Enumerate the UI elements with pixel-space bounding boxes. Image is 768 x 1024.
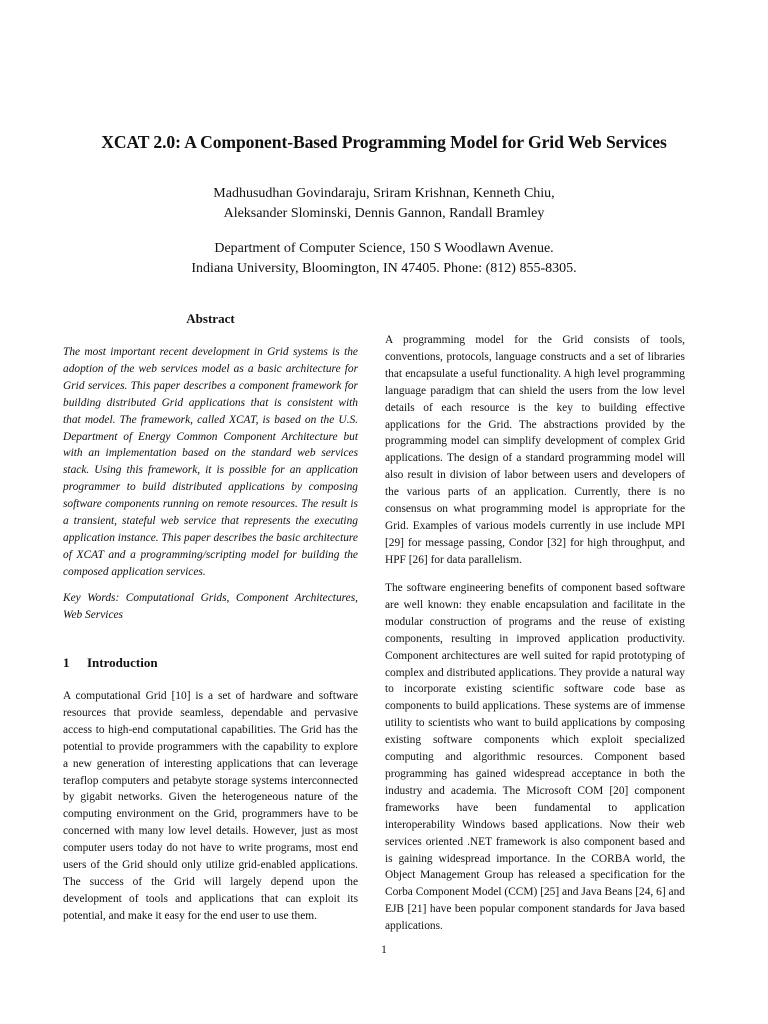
right-column-paragraph-2 — [385, 580, 685, 935]
right-column-paragraph-1 — [385, 332, 685, 569]
abstract-paragraph: The most important recent development in Grid systems is the adoption of the web services model as a basic architecture for Grid services. This paper describes a component framework for building distributed Grid applications that is consistent with that model. The framework, called XCAT, is based on the U.S. Department of Energy Common Component Architecture but with an implementation based on the standard web services stack. Using this framework, it is possible for an application programmer to build distributed applications by composing software components running on remote resources. The result is a transient, stateful web service that represents the executing application instance. This paper describes the basic architecture of XCAT and a programming/scripting model for building the composed application services. — [63, 346, 358, 578]
section-title: Introduction — [87, 655, 158, 670]
page-number: 1 — [381, 944, 387, 956]
keywords-paragraph: Key Words: Computational Grids, Component Architectures, Web Services — [63, 592, 358, 621]
introduction-left-column — [63, 688, 358, 925]
author-list — [0, 184, 768, 224]
keywords — [63, 590, 358, 624]
body-paragraph: A computational Grid [10] is a set of hardware and software resources that provide seamless, dependable and pervasive access to high-end computational capabilities. The Grid has the potential to provide programmers with the capability to explore a new generation of interesting applications that can leverage teraflop computers and petabyte storage systems interconnected by gigabit networks. Given the heterogeneous nature of the computing environment on the Grid, programmers have to be concerned with many low level details. However, just as most computer users today do not have to write programs, most end users of the Grid should only utilize grid-enabled applications. The success of the Grid will largely depend upon the development of tools and applications that can exploit its potential, and make it easy for the end user to use them. — [63, 690, 358, 922]
paper-title: XCAT 2.0: A Component-Based Programming Model for Grid Web Services — [101, 132, 667, 152]
body-paragraph: The software engineering benefits of component based software are well known: they enable encapsulation and facilitate in the modular construction of programs and the reuse of existing components, resulting in improved application productivity. Component architectures are well suited for rapid prototyping of complex and distributed applications. They provide a natural way to incorporate existing scientific software code base as components to build applications. These systems are of immense utility to scientists who want to build applications by composing existing software components which exploit specialized computing and algorithmic resources. Component based programming has gained widespread acceptance in both the industry and academia. The Microsoft COM [20] component frameworks have been fundamental to application interoperability Windows based applications. Now their web services oriented .NET framework is also component based and is gaining widespread importance. In the CORBA world, the Object Management Group has released a specification for the Corba Component Model (CCM) [25] and Java Beans [24, 6] and EJB [21] have been popular component standards for Java based applications. — [385, 582, 685, 933]
affiliation-line: Indiana University, Bloomington, IN 47405. Phone: (812) 855-8305. — [191, 261, 577, 276]
affiliation — [0, 239, 768, 279]
section-number: 1 — [63, 655, 70, 670]
author-line: Aleksander Slominski, Dennis Gannon, Randall Bramley — [223, 206, 545, 221]
author-line: Madhusudhan Govindaraju, Sriram Krishnan, Kenneth Chiu, — [213, 186, 555, 201]
body-paragraph: A programming model for the Grid consists of tools, conventions, protocols, language constructs and a set of libraries that encapsulate a useful functionality. A high level programming language paradigm that can shield the users from the low level details of each resource is the key to building effective applications for the Grid. The abstractions provided by the programming model can simplify development of complex Grid applications. The design of a standard programming model will also result in division of labor between users and developers of the various parts of an application. Currently, there is no consensus on what programming model is appropriate for the Grid. Examples of various models currently in use include MPI [29] for message passing, Condor [32] for high throughput, and HPF [26] for data parallelism. — [385, 334, 685, 566]
abstract-text — [63, 344, 358, 581]
section-heading-introduction — [63, 655, 158, 671]
abstract-heading: Abstract — [186, 311, 235, 326]
affiliation-line: Department of Computer Science, 150 S Woodlawn Avenue. — [214, 241, 554, 256]
